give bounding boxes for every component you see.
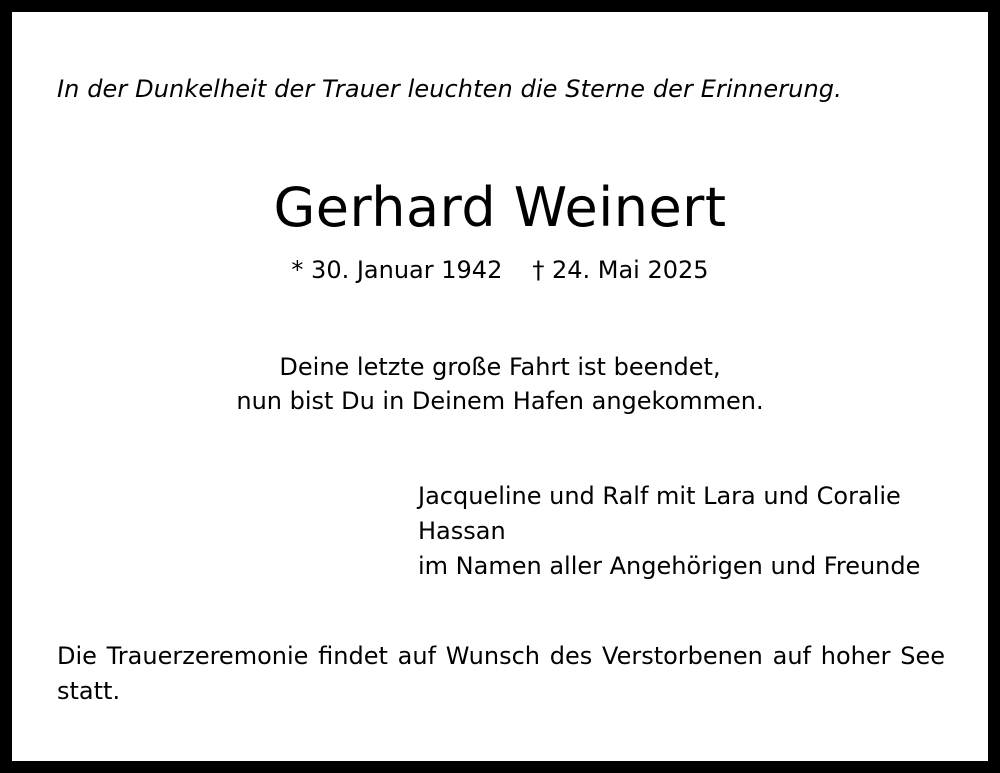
- mourners-line: Hassan: [418, 517, 506, 545]
- life-dates: [12, 256, 988, 284]
- birth-date: * 30. Januar 1942: [291, 256, 503, 284]
- death-date: † 24. Mai 2025: [532, 256, 709, 284]
- mourners-list: [418, 479, 920, 584]
- ceremony-notice: Die Trauerzeremonie findet auf Wunsch des Verstorbenen auf hoher See statt.: [57, 642, 945, 705]
- motto-quote: In der Dunkelheit der Trauer leuchten die Sterne der Erinnerung.: [57, 75, 842, 103]
- memorial-verse: [12, 350, 988, 418]
- verse-line: nun bist Du in Deinem Hafen angekommen.: [236, 387, 764, 415]
- mourners-line: Jacqueline und Ralf mit Lara und Coralie: [418, 482, 901, 510]
- mourners-line: im Namen aller Angehörigen und Freunde: [418, 552, 921, 580]
- deceased-name: Gerhard Weinert: [273, 176, 727, 239]
- verse-line: Deine letzte große Fahrt ist beendet,: [279, 353, 721, 381]
